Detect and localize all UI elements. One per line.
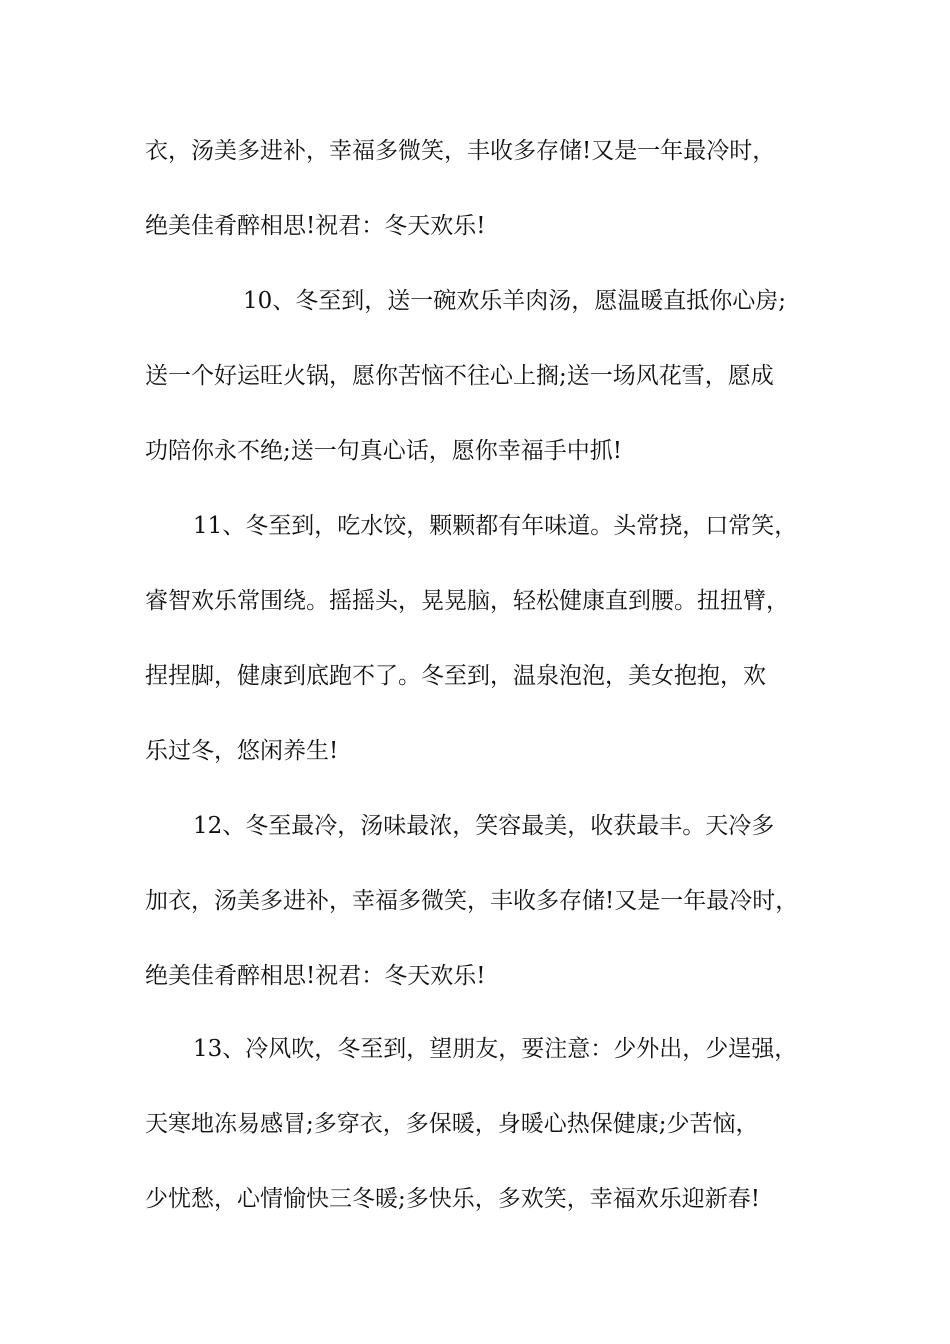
text-line: 13、冷风吹，冬至到，望朋友，要注意：少外出，少逞强， <box>193 1036 798 1062</box>
text-line: 11、冬至到，吃水饺，颗颗都有年味道。头常挠，口常笑， <box>193 513 798 539</box>
text-line: 捏捏脚，健康到底跑不了。冬至到，温泉泡泡，美女抱抱，欢 <box>145 663 766 689</box>
text-line: 睿智欢乐常围绕。摇摇头，晃晃脑，轻松健康直到腰。扭扭臂， <box>145 588 789 614</box>
text-line: 衣，汤美多进补，幸福多微笑，丰收多存储!又是一年最冷时， <box>145 138 776 164</box>
text-line: 乐过冬，悠闲养生! <box>145 738 339 764</box>
text-line: 功陪你永不绝;送一句真心话，愿你幸福手中抓! <box>145 438 622 464</box>
text-line: 10、冬至到，送一碗欢乐羊肉汤，愿温暖直抵你心房; <box>243 288 787 314</box>
text-line: 12、冬至最冷，汤味最浓，笑容最美，收获最丰。天冷多 <box>193 813 775 839</box>
text-line: 少忧愁，心情愉快三冬暖;多快乐，多欢笑，幸福欢乐迎新春! <box>145 1186 760 1212</box>
text-line: 天寒地冻易感冒;多穿衣，多保暖，身暖心热保健康;少苦恼， <box>145 1111 759 1137</box>
text-line: 送一个好运旺火锅，愿你苦恼不往心上搁;送一场风花雪，愿成 <box>145 363 774 389</box>
text-line: 加衣，汤美多进补，幸福多微笑，丰收多存储!又是一年最冷时， <box>145 888 799 914</box>
text-line: 绝美佳肴醉相思!祝君：冬天欢乐! <box>145 213 486 239</box>
text-line: 绝美佳肴醉相思!祝君：冬天欢乐! <box>145 963 486 989</box>
